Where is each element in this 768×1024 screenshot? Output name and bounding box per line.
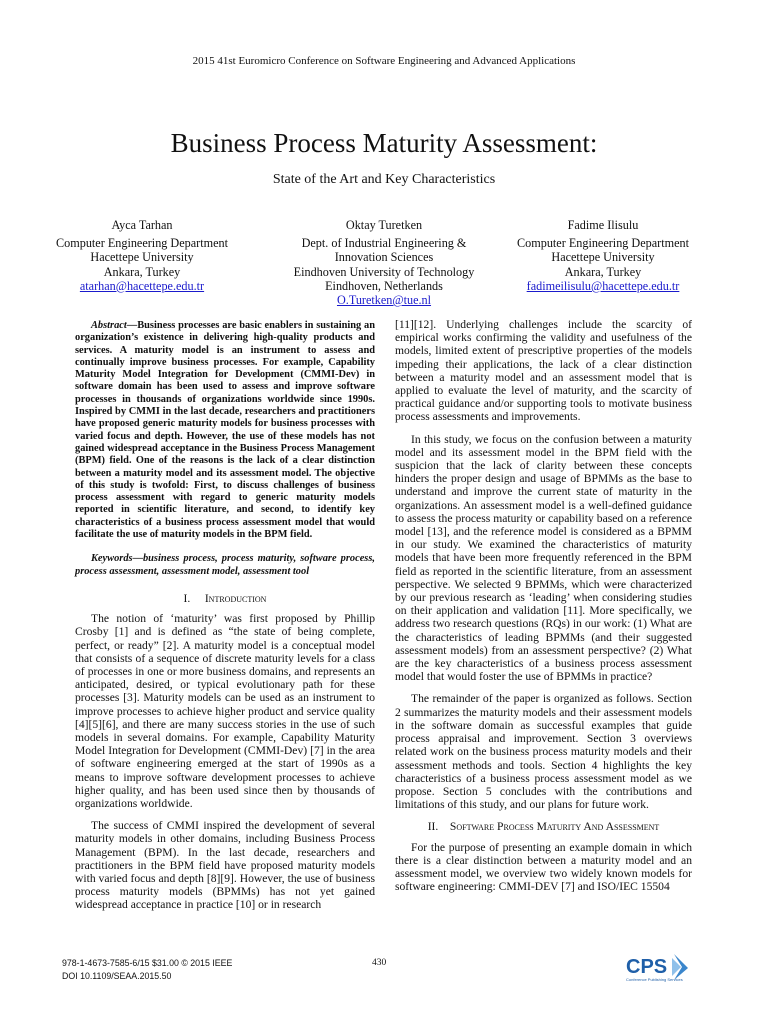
- logo-text: CPS: [626, 956, 668, 978]
- body-paragraph: In this study, we focus on the confusion between a maturity model and its assessment model in the BPM field with the suspicion that the lack of clarity between these concepts hinders the proper design and usage of BPMMs as the base to understand and improve the current state of maturity in the organizations. An assessment model is a well-defined guidance to assess the process maturity or capability based on a reference model [13], and the reference model is considered as a BPMM in our study. We examined the characteristics of maturity models that have been more frequently referenced in the BPM field as reported in the scientific literature, from an assessment perspective. We selected 9 BPMMs, which were characterized by our previous research as ‘leading’ when considering studies on their application and validation [11]. More specifically, we address two research questions (RQs) in our work: (1) What are the characteristics of leading BPMMs (and their suggested assessment models) from an assessment perspective? (2) What are the key characteristics of a business process assessment model that would foster the use of BPMMs in practice?: [395, 432, 692, 684]
- keywords: Keywords—business process, process maturity, software process, process assessment, assessment model, assessment tool: [75, 553, 375, 577]
- author-affiliation: Innovation Sciences: [334, 250, 434, 265]
- author-name: Oktay Turetken: [345, 218, 423, 232]
- footer-info: [62, 957, 232, 983]
- page-number: 430: [372, 958, 387, 968]
- conference-header: 2015 41st Euromicro Conference on Software Engineering and Advanced Applications: [192, 55, 576, 67]
- logo-subtext: Conference Publishing Services: [626, 977, 683, 982]
- right-column: [395, 318, 692, 902]
- abstract-text: —Business processes are basic enablers in sustaining an organization’s existence in delivering high-quality products and services. A maturity model is an instrument to assess and continually improve business processes. For example, Capability Maturity Model Integration for Development (CMMI-Dev) in software domain has been used to assess and improve software processes in thousands of organizations worldwide since 1990s. Inspired by CMMI in the last decade, researchers and practitioners have proposed generic maturity models for business processes with varied focus and depth. However, the use of these models has not gained widespread acceptance in the Business Process Management (BPM) field. One of the reasons is the lack of a clear distinction between a maturity model and its assessment model. The objective of this study is twofold: First, to discuss challenges of business process assessment with regard to generic maturity models reported in scientific literature, and second, to identify key characteristics of a business process assessment model that would facilitate the use of maturity models in the BPM field.: [75, 320, 375, 541]
- abstract-label: Abstract: [91, 320, 127, 331]
- author-affiliation: Ankara, Turkey: [564, 264, 642, 279]
- body-paragraph: For the purpose of presenting an example domain in which there is a clear distinction between a maturity model and an assessment model, we overview two widely known models for software engineering: CMMI-DEV [7] and ISO/IEC 15504: [395, 840, 692, 894]
- author-affiliation: Computer Engineering Department: [517, 236, 689, 251]
- section-title: Software Process Maturity And Assessment: [449, 820, 660, 834]
- section-title: Introduction: [204, 591, 267, 605]
- doi-line: DOI 10.1109/SEAA.2015.50: [62, 971, 172, 981]
- left-column: [75, 320, 375, 921]
- author-email-link[interactable]: fadimeilisulu@hacettepe.edu.tr: [526, 278, 680, 293]
- body-paragraph: [11][12]. Underlying challenges include the scarcity of empirical works confirming the validity and usefulness of the models, limited extent of prescriptive properties of the models impeding their applications, the lack of a clear distinction between a maturity model and an assessment model that is applied to evaluate the level of maturity, and the scarcity of practical guidance and/or supporting tools to motivate business process assessments and improvements.: [395, 318, 692, 424]
- body-paragraph: The notion of ‘maturity’ was first proposed by Phillip Crosby [1] and is defined as “the state of being complete, perfect, or ready” [2]. A maturity model is a conceptual model that consists of a sequence of discrete maturity levels for a class of processes in one or more business domains, and represents an anticipated, desired, or typical evolutionary path for these processes [3]. Maturity models can be used as an instrument to improve processes to achieve higher product and service quality [4][5][6], and there are many success stories in the use of such models in several domains. For example, Capability Maturity Model Integration for Development (CMMI-Dev) [7] in the area of software engineering emerged at the start of 1990s as a means to improve software development processes to achieve higher quality, and has been used since then by thousands of organizations worldwide.: [75, 612, 375, 810]
- abstract: [75, 320, 375, 541]
- author-affiliation: Ankara, Turkey: [103, 264, 181, 279]
- author-affiliation: Dept. of Industrial Engineering &: [301, 236, 467, 251]
- author-affiliation: Hacettepe University: [551, 250, 655, 265]
- author-affiliation: Hacettepe University: [90, 250, 194, 265]
- cps-logo-icon: [624, 948, 694, 984]
- author-3: [473, 218, 733, 293]
- author-affiliation: Computer Engineering Department: [56, 236, 228, 251]
- author-email-link[interactable]: O.Turetken@tue.nl: [336, 293, 432, 308]
- body-paragraph: The remainder of the paper is organized as follows. Section 2 summarizes the maturity models and their assessment models in the software domain as successful examples that guide process appraisal and improvement. Section 3 overviews related work on the business process maturity models and their assessment methods and tools. Section 4 highlights the key characteristics of a business process assessment model as we propose. Section 5 concludes with the contributions and limitations of this study, and our plans for future work.: [395, 692, 692, 812]
- section-heading: [75, 592, 375, 605]
- isbn-line: 978-1-4673-7585-6/15 $31.00 © 2015 IEEE: [62, 958, 233, 968]
- body-paragraph: The success of CMMI inspired the development of several maturity models in other domains, including Business Process Management (BPM). In the last decade, researchers and practitioners in the BPM field have proposed maturity models with varied focus and depth [8][9]. However, the use of business process maturity models (BPMMs) has not yet gained widespread acceptance in practice [10] or in research: [75, 819, 375, 912]
- author-affiliation: Eindhoven University of Technology: [293, 264, 475, 279]
- author-email-link[interactable]: atarhan@hacettepe.edu.tr: [79, 278, 205, 293]
- author-name: Fadime Ilisulu: [567, 218, 639, 232]
- author-name: Ayca Tarhan: [111, 218, 173, 232]
- author-affiliation: Eindhoven, Netherlands: [325, 278, 443, 293]
- author-1: [12, 218, 272, 293]
- author-block: [0, 218, 768, 310]
- section-number: I.: [183, 591, 191, 605]
- paper-title: Business Process Maturity Assessment:: [170, 128, 598, 158]
- section-number: II.: [427, 820, 439, 834]
- paper-subtitle: State of the Art and Key Characteristics: [272, 172, 496, 187]
- section-heading: [395, 820, 692, 833]
